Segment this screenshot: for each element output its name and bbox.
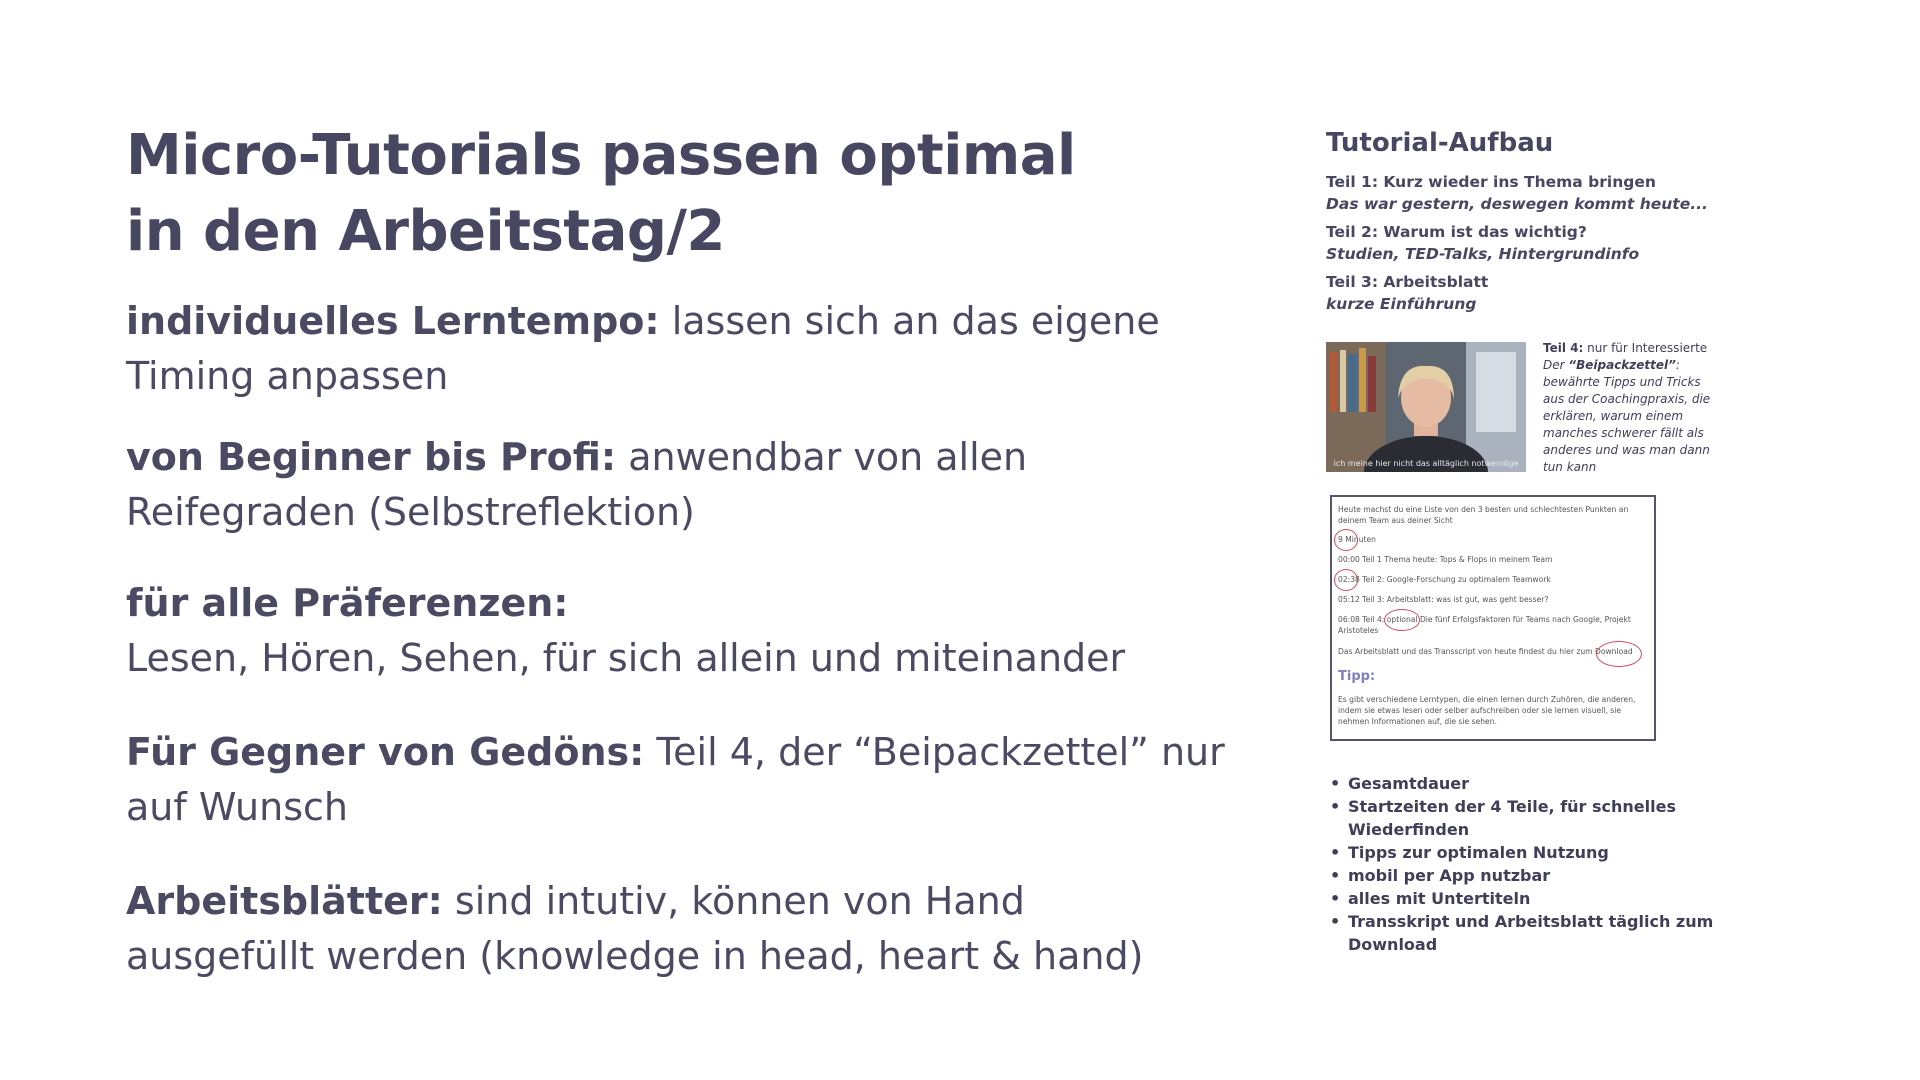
point-heading: für alle Präferenzen:	[126, 581, 569, 625]
feature-list	[1330, 772, 1730, 956]
part-heading: Teil 2: Warum ist das wichtig?	[1326, 223, 1587, 241]
point-text: sind intutiv, können von Hand	[442, 879, 1025, 923]
video-caption: ich meine hier nicht das alltäglich notwendige	[1333, 459, 1519, 468]
point-text-line-2: Timing anpassen	[126, 354, 449, 398]
part-sub: Das war gestern, deswegen kommt heute...	[1326, 195, 1708, 213]
feature-item: • Gesamtdauer	[1330, 772, 1730, 795]
worksheet-line: 06:08 Teil 4: optional Die fünf Erfolgsfaktoren für Teams nach Google, Projekt	[1338, 615, 1631, 624]
highlight-circle-download	[1596, 641, 1642, 667]
highlight-circle-duration	[1334, 529, 1358, 551]
feature-item: • Startzeiten der 4 Teile, für schnelles Wiederfinden	[1330, 795, 1730, 841]
video-frame-illustration	[1326, 342, 1526, 472]
part-sub: Studien, TED-Talks, Hintergrundinfo	[1326, 245, 1640, 263]
worksheet-line: 05:12 Teil 3: Arbeitsblatt: was ist gut, was geht besser?	[1338, 595, 1549, 604]
tutorial-part-3	[1326, 271, 1488, 315]
sidebar-title: Tutorial-Aufbau	[1326, 128, 1554, 158]
teil4-colon: :	[1675, 358, 1680, 372]
point-text-line-2: Lesen, Hören, Sehen, für sich allein und miteinander	[126, 636, 1126, 680]
point-lerntempo	[126, 294, 1246, 404]
teil4-desc: bewährte Tipps und Tricks aus der Coachingpraxis, die erklären, warum einem manches schwerer fällt als anderes und was man dann tun kann	[1543, 375, 1711, 474]
teil4-label-rest: nur für Interessierte	[1583, 341, 1708, 355]
worksheet-line: Das Arbeitsblatt und das Transscript von heute findest du hier zum Download	[1338, 647, 1633, 656]
teil4-der: Der	[1543, 358, 1569, 372]
worksheet-line: indem sie etwas lesen oder selber aufschreiben oder sie lernen visuell, sie	[1338, 706, 1622, 715]
worksheet-preview	[1330, 495, 1656, 741]
worksheet-line: 9 Minuten	[1338, 535, 1376, 544]
feature-item: • alles mit Untertiteln	[1330, 887, 1730, 910]
point-arbeitsblaetter	[126, 874, 1246, 984]
point-text: Teil 4, der “Beipackzettel” nur	[644, 730, 1225, 774]
feature-item: • mobil per App nutzbar	[1330, 864, 1730, 887]
part-heading: Teil 3: Arbeitsblatt	[1326, 273, 1489, 291]
part-heading: Teil 1: Kurz wieder ins Thema bringen	[1326, 173, 1656, 191]
point-heading: individuelles Lerntempo:	[126, 299, 660, 343]
slide-title-line-1: Micro-Tutorials passen optimal	[126, 123, 1076, 188]
teil4-label: Teil 4:	[1543, 341, 1584, 355]
worksheet-line: Aristoteles	[1338, 626, 1379, 635]
point-praeferenzen	[126, 576, 1246, 686]
point-text-line-2: Reifegraden (Selbstreflektion)	[126, 490, 695, 534]
worksheet-line: 02:38 Teil 2: Google-Forschung zu optimalem Teamwork	[1338, 575, 1551, 584]
teil4-beipackzettel: “Beipackzettel”	[1568, 358, 1676, 372]
point-heading: von Beginner bis Profi:	[126, 435, 617, 479]
highlight-circle-starttime	[1334, 569, 1358, 591]
video-thumbnail[interactable]	[1326, 342, 1526, 472]
feature-item: • Transskript und Arbeitsblatt täglich zum Download	[1330, 910, 1730, 956]
feature-item: • Tipps zur optimalen Nutzung	[1330, 841, 1730, 864]
worksheet-line: Es gibt verschiedene Lerntypen, die einen lernen durch Zuhören, die anderen,	[1338, 695, 1636, 704]
slide-title	[126, 118, 1126, 270]
point-heading: Für Gegner von Gedöns:	[126, 730, 645, 774]
point-text: anwendbar von allen	[616, 435, 1028, 479]
worksheet-line: Heute machst du eine Liste von den 3 besten und schlechtesten Punkten an	[1338, 505, 1629, 514]
point-gegner-gedoens	[126, 725, 1246, 835]
slide-title-line-2: in den Arbeitstag/2	[126, 199, 725, 264]
teil4-description	[1543, 340, 1723, 476]
worksheet-line: 00:00 Teil 1 Thema heute: Tops & Flops in meinem Team	[1338, 555, 1553, 564]
point-text: lassen sich an das eigene	[659, 299, 1160, 343]
worksheet-line: nehmen Informationen auf, die sie sehen.	[1338, 717, 1497, 726]
part-sub: kurze Einführung	[1326, 295, 1477, 313]
highlight-circle-optional	[1384, 609, 1420, 631]
worksheet-line: deinem Team aus deiner Sicht	[1338, 516, 1453, 525]
point-text-line-2: auf Wunsch	[126, 785, 348, 829]
point-beginner-profi	[126, 430, 1246, 540]
point-heading: Arbeitsblätter:	[126, 879, 443, 923]
tutorial-part-1	[1326, 171, 1708, 215]
tutorial-part-2	[1326, 221, 1639, 265]
point-text-line-2: ausgefüllt werden (knowledge in head, heart & hand)	[126, 934, 1144, 978]
worksheet-tipp-heading: Tipp:	[1338, 669, 1376, 684]
